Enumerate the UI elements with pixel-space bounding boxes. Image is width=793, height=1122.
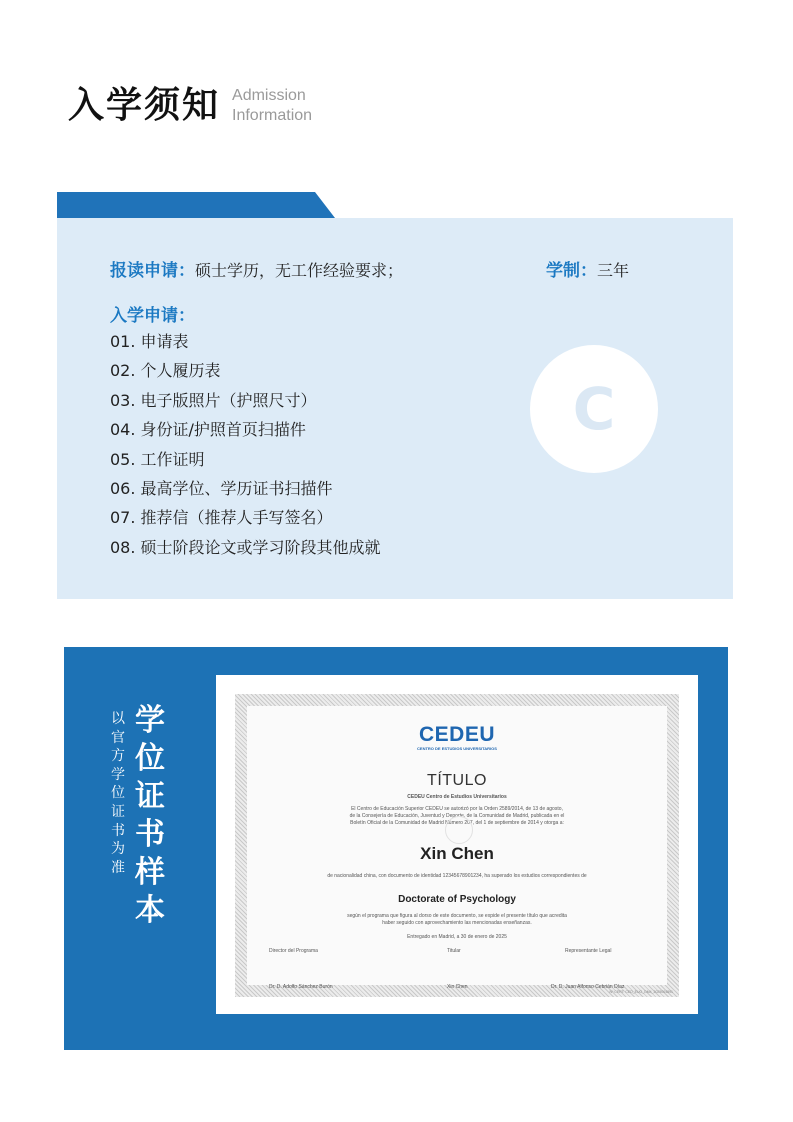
application-label: 报读申请： xyxy=(110,261,195,281)
role-center: Titular xyxy=(447,948,461,954)
title-char: 本 xyxy=(135,893,165,928)
note-char: 位 xyxy=(111,785,125,802)
certificate-guilloche-border xyxy=(235,694,679,997)
certificate-body-line: El Centro de Educación Superior CEDEU se autorizó por la Orden 2589/2014, de 13 de agosto, xyxy=(351,806,563,812)
decorative-circle-logo xyxy=(530,345,658,473)
certificate-body xyxy=(247,706,667,990)
signature-left: Dr. D. Adolfo Sánchez Burón xyxy=(269,984,333,990)
certificate-closing-line: haber seguido con aprovechamiento las mencionadas enseñanzas. xyxy=(382,920,532,926)
cedeu-logo: CEDEU xyxy=(418,723,495,746)
certificate-code: Nº CERT: CED_EUG_DM4_2025004891 xyxy=(609,990,673,994)
certificate-body-line: de la Consejería de Educación, Juventud y Deporte, de la Comunidad de Madrid, publicada en el xyxy=(349,813,565,819)
title-char: 样 xyxy=(135,855,165,890)
list-item: 01. 申请表 xyxy=(110,332,189,351)
sample-note-vertical xyxy=(108,710,128,877)
list-item: 08. 硕士阶段论文或学习阶段其他成就 xyxy=(110,537,381,557)
list-item: 05. 工作证明 xyxy=(110,449,205,469)
title-char: 证 xyxy=(135,779,165,814)
title-char: 学 xyxy=(135,703,165,738)
note-char: 以 xyxy=(111,711,125,727)
title-char: 位 xyxy=(135,741,165,776)
subtitle-line-1: Admission xyxy=(232,87,306,104)
role-right: Representante Legal xyxy=(565,948,612,954)
certificate-nationality-line: de nacionalidad china, con documento de identidad 12345678901234, ha superado los estudios correspondientes de xyxy=(327,873,587,879)
certificate-issuer: CEDEU Centro de Estudios Universitarios xyxy=(407,794,507,800)
note-char: 学 xyxy=(111,766,125,783)
duration-value: 三年 xyxy=(597,261,630,280)
certificate-body-line: Boletín Oficial de la Comunidad de Madrid Número 207, del 1 de septiembre de 2014 y otorga a: xyxy=(350,820,564,826)
certificate-recipient: Xin Chen xyxy=(420,844,494,863)
note-char: 书 xyxy=(111,822,125,839)
certificate-place-date: Entregado en Madrid, a 30 de enero de 2025 xyxy=(407,934,507,940)
cedeu-logo-subtitle: CENTRO DE ESTUDIOS UNIVERSITARIOS xyxy=(417,746,497,751)
certificate-image xyxy=(216,675,698,1014)
program-duration xyxy=(546,256,629,281)
page-header xyxy=(68,86,312,126)
list-item: 03. 电子版照片（护照尺寸） xyxy=(110,390,317,410)
subtitle-line-2: Information xyxy=(232,107,313,124)
application-requirement xyxy=(110,256,403,281)
note-char: 证 xyxy=(111,803,125,820)
certificate-heading: TÍTULO xyxy=(427,772,487,789)
list-item: 02. 个人履历表 xyxy=(110,361,221,381)
certificate-seal-watermark xyxy=(445,816,473,844)
documents-list xyxy=(110,330,381,565)
certificate-closing-line: según el programa que figura al dorso de este documento, se expide el presente título que acredita xyxy=(347,913,567,919)
list-item: 07. 推荐信（推荐人手写签名） xyxy=(110,508,333,528)
list-item: 06. 最高学位、学历证书扫描件 xyxy=(110,478,333,498)
sample-title-vertical xyxy=(130,702,170,930)
section-tab-bar xyxy=(57,192,335,218)
note-char: 方 xyxy=(111,748,125,765)
circle-letter: C xyxy=(572,375,616,443)
signature-right: Dr. D. Juan Alfonso Cebrián Díaz xyxy=(551,984,625,990)
role-left: Director del Programa xyxy=(269,948,318,954)
note-char: 为 xyxy=(111,841,125,858)
title-char: 书 xyxy=(135,817,165,852)
note-char: 准 xyxy=(111,859,125,876)
page-title: 入学须知 xyxy=(68,85,221,126)
page-subtitle-en xyxy=(232,86,312,126)
documents-title: 入学申请： xyxy=(110,306,195,326)
certificate-degree: Doctorate of Psychology xyxy=(398,894,516,905)
signature-center: Xin Chen xyxy=(447,984,468,990)
duration-label: 学制： xyxy=(546,261,597,281)
application-value: 硕士学历，无工作经验要求； xyxy=(195,261,404,280)
note-char: 官 xyxy=(111,729,125,746)
list-item: 04. 身份证/护照首页扫描件 xyxy=(110,420,306,440)
